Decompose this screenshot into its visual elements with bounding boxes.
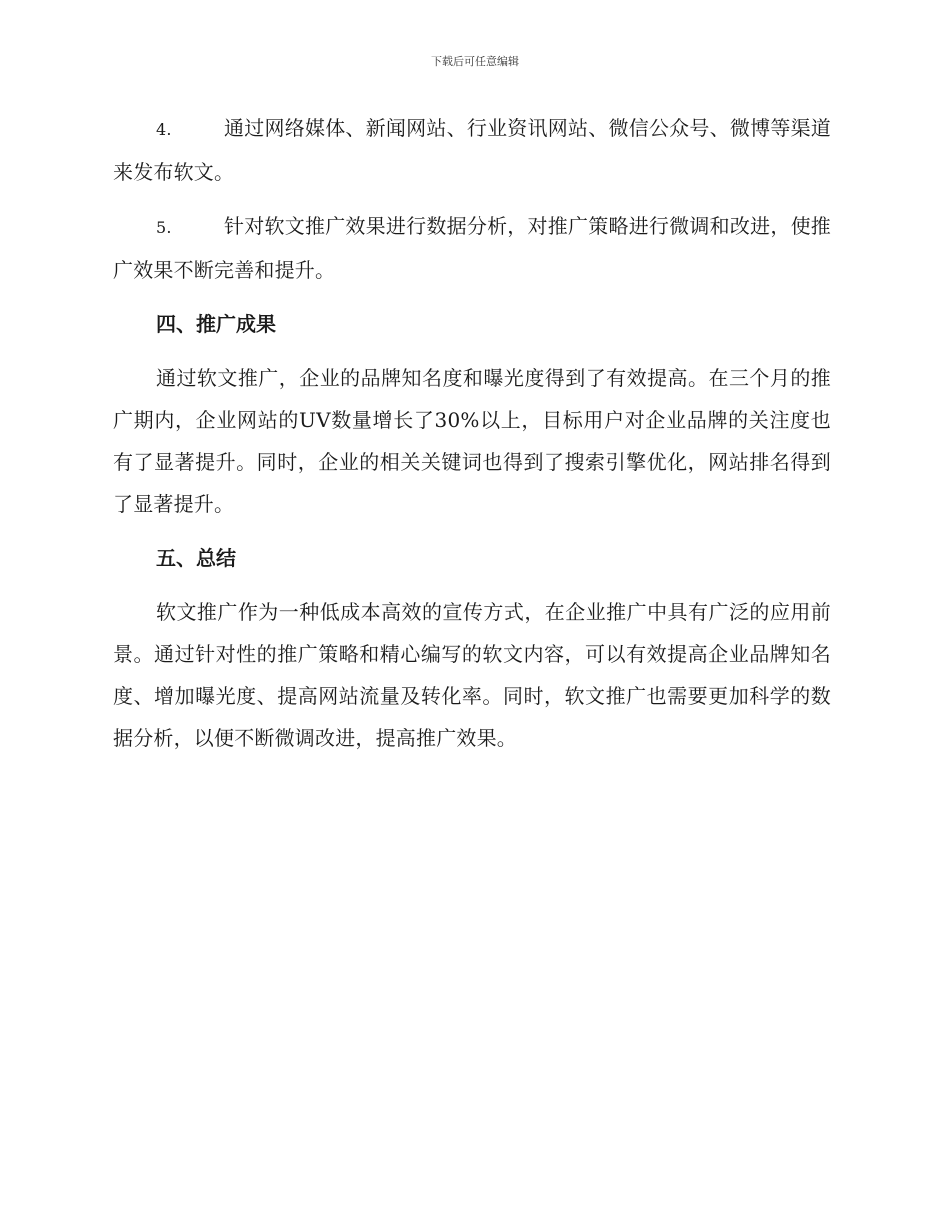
- list-item-text: 通过网络媒体、新闻网站、行业资讯网站、微信公众号、微博等渠道来发布软文。: [113, 116, 831, 184]
- list-item-5: [113, 205, 831, 291]
- list-item-text: 针对软文推广效果进行数据分析，对推广策略进行微调和改进，使推广效果不断完善和提升。: [113, 214, 831, 282]
- page-header: 下载后可任意编辑: [431, 55, 519, 68]
- list-item-number: 4.: [156, 120, 172, 139]
- section-heading-results: 四、推广成果: [156, 312, 276, 336]
- section-heading-summary: 五、总结: [156, 546, 236, 570]
- list-item-4: [113, 107, 831, 193]
- summary-paragraph: 软文推广作为一种低成本高效的宣传方式，在企业推广中具有广泛的应用前景。通过针对性的推广策略和精心编写的软文内容，可以有效提高企业品牌知名度、增加曝光度、提高网站流量及转化率。同时，软文推广也需要更加科学的数据分析，以便不断微调改进，提高推广效果。: [113, 600, 831, 750]
- results-paragraph: 通过软文推广，企业的品牌知名度和曝光度得到了有效提高。在三个月的推广期内，企业网站的UV数量增长了30%以上，目标用户对企业品牌的关注度也有了显著提升。同时，企业的相关关键词也得到了搜索引擎优化，网站排名得到了显著提升。: [113, 366, 831, 516]
- list-item-number: 5.: [156, 218, 172, 237]
- document-body: [113, 107, 831, 771]
